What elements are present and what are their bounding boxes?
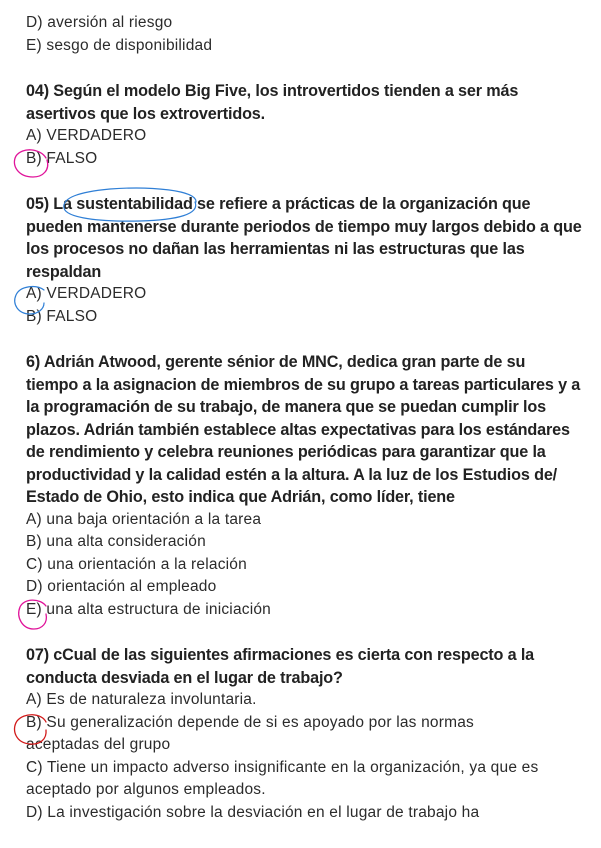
question-06-text-line: productividad y la calidad estén a la altura. A la luz de los Estudios de/ (26, 465, 558, 484)
option-d: D) orientación al empleado (26, 578, 217, 595)
option-b-continuation: aceptadas del grupo (26, 736, 171, 753)
question-07 (26, 644, 586, 824)
option-a: A) Es de naturaleza involuntaria. (26, 691, 257, 708)
option-e: E) sesgo de disponibilidad (26, 36, 213, 54)
option-c-continuation: aceptado por algunos empleados. (26, 781, 266, 798)
document-page (26, 12, 586, 824)
option-b: B) FALSO (26, 307, 98, 325)
question-05-text-line: respaldan (26, 262, 102, 281)
question-06-text-line: plazos. Adrián también establece altas expectativas para los estándares (26, 420, 570, 439)
option-d: D) aversión al riesgo (26, 14, 173, 31)
option-b: B) Su generalización depende de si es apoyado por las normas (26, 713, 474, 731)
option-c: C) Tiene un impacto adverso insignificante en la organización, ya que es (26, 758, 539, 776)
option-d: D) La investigación sobre la desviación en el lugar de trabajo ha (26, 803, 480, 821)
previous-question-options (26, 12, 586, 57)
question-06 (26, 351, 586, 621)
question-04-text-line: asertivos que los extrovertidos. (26, 104, 266, 123)
option-a: A) VERDADERO (26, 127, 147, 144)
question-05-text-line: 05) La sustentabilidad se refiere a prácticas de la organización que (26, 195, 531, 213)
option-e: E) una alta estructura de iniciación (26, 600, 271, 618)
question-07-text-line: 07) cCual de las siguientes afirmaciones es cierta con respecto a la (26, 646, 535, 664)
question-06-text-line: tiempo a la asignacion de miembros de su grupo a tareas particulares y a (26, 375, 581, 394)
question-05-text-line: pueden mantenerse durante periodos de tiempo muy largos debido a que (26, 217, 582, 236)
question-04 (26, 80, 586, 170)
question-07-text-line: conducta desviada en el lugar de trabajo? (26, 668, 343, 687)
question-04-text-line: 04) Según el modelo Big Five, los introvertidos tienden a ser más (26, 82, 519, 100)
option-a: A) VERDADERO (26, 285, 147, 302)
option-c: C) una orientación a la relación (26, 555, 247, 573)
option-a: A) una baja orientación a la tarea (26, 510, 262, 528)
question-05-text-line: los procesos no dañan las herramientas ni las estructuras que las (26, 240, 525, 258)
question-06-text-line: la programación de su trabajo, de manera que se puedan cumplir los (26, 398, 546, 416)
option-b: B) una alta consideración (26, 533, 206, 550)
question-05 (26, 193, 586, 328)
question-06-text-line: de rendimiento y celebra reuniones periódicas para garantizar que la (26, 443, 546, 461)
question-06-text-line: 6) Adrián Atwood, gerente sénior de MNC, dedica gran parte de su (26, 353, 526, 371)
question-06-text-line: Estado de Ohio, esto indica que Adrián, como líder, tiene (26, 488, 455, 506)
option-b: B) FALSO (26, 149, 98, 167)
